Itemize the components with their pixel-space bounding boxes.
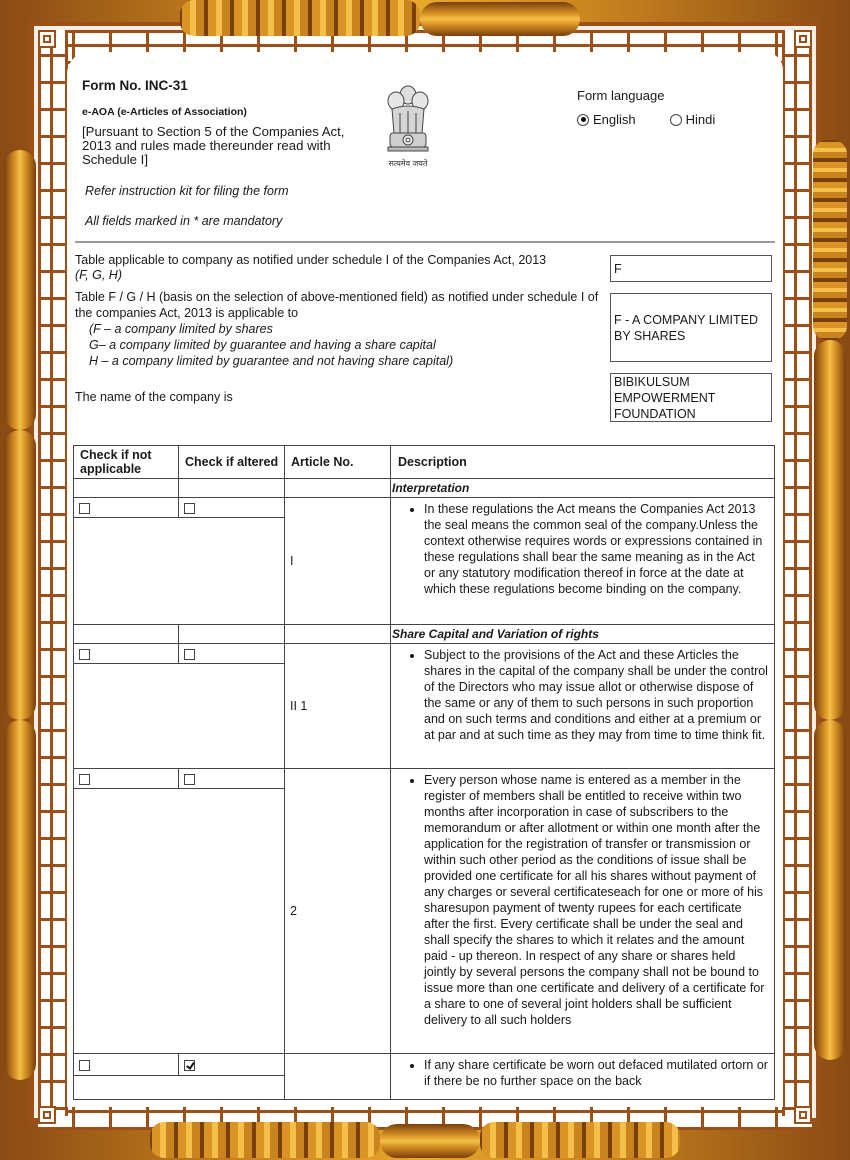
empty-cell bbox=[285, 479, 391, 498]
altered-cell bbox=[179, 498, 285, 518]
language-option-english[interactable] bbox=[577, 112, 636, 127]
empty-cell bbox=[74, 518, 285, 625]
not-applicable-checkbox[interactable] bbox=[79, 649, 90, 660]
frame-baluster-bottom bbox=[480, 1122, 680, 1158]
frame-baluster-right bbox=[814, 720, 846, 1060]
corner-ornament-icon bbox=[794, 30, 812, 48]
not-applicable-cell bbox=[74, 769, 179, 789]
corner-ornament-icon bbox=[38, 1106, 56, 1124]
table-applicable-hint: (F, G, H) bbox=[75, 268, 122, 282]
empty-cell bbox=[179, 479, 285, 498]
form-language-label: Form language bbox=[577, 88, 665, 103]
altered-cell bbox=[179, 1054, 285, 1076]
article-number bbox=[285, 1054, 391, 1100]
table-fgh-option: H – a company limited by guarantee and not having share capital) bbox=[89, 354, 454, 368]
frame-baluster-left bbox=[4, 720, 36, 1080]
table-row bbox=[74, 769, 775, 789]
table-fgh-option: G– a company limited by guarantee and having a share capital bbox=[89, 338, 436, 352]
altered-checkbox[interactable] bbox=[184, 774, 195, 785]
articles-table bbox=[73, 445, 775, 1100]
table-applicable-field[interactable]: F bbox=[610, 255, 772, 282]
corner-ornament-icon bbox=[38, 30, 56, 48]
frame-baluster-top bbox=[420, 2, 580, 36]
form-title: Form No. INC-31 bbox=[82, 78, 188, 93]
empty-cell bbox=[74, 789, 285, 1054]
not-applicable-cell bbox=[74, 1054, 179, 1076]
form-subtitle: e-AOA (e-Articles of Association) bbox=[82, 106, 247, 118]
altered-cell bbox=[179, 644, 285, 664]
table-fgh-option: (F – a company limited by shares bbox=[89, 322, 273, 336]
frame-baluster-left bbox=[4, 150, 36, 430]
section-row bbox=[74, 625, 775, 644]
not-applicable-checkbox[interactable] bbox=[79, 1060, 90, 1071]
form-pursuant-note: [Pursuant to Section 5 of the Companies Act, 2013 and rules made thereunder read with Schedule I] bbox=[82, 124, 345, 167]
table-fgh-field[interactable]: F - A COMPANY LIMITED BY SHARES bbox=[610, 293, 772, 362]
article-description-text: • If any share certificate be worn out defaced mutilated ortorn or if there be no further space on the back bbox=[424, 1057, 768, 1089]
language-option-hindi[interactable] bbox=[670, 112, 716, 127]
altered-checkbox-checked[interactable] bbox=[184, 1060, 195, 1071]
radio-selected-icon[interactable] bbox=[577, 114, 589, 126]
table-fgh-label: Table F / G / H (basis on the selection of above-mentioned field) as notified under schedule I of the companies Act, 2013 is applicable to bbox=[75, 290, 599, 320]
altered-checkbox[interactable] bbox=[184, 503, 195, 514]
mandatory-fields-note: All fields marked in * are mandatory bbox=[85, 214, 283, 228]
header-divider bbox=[75, 241, 775, 243]
table-row bbox=[74, 498, 775, 518]
column-header-not-applicable: Check if not applicable bbox=[74, 446, 179, 479]
table-row bbox=[74, 644, 775, 664]
empty-cell bbox=[285, 625, 391, 644]
altered-checkbox[interactable] bbox=[184, 649, 195, 660]
not-applicable-checkbox[interactable] bbox=[79, 774, 90, 785]
language-option-label: Hindi bbox=[685, 112, 716, 127]
article-description bbox=[391, 498, 775, 625]
column-header-description: Description bbox=[391, 446, 775, 479]
frame-baluster-bottom bbox=[150, 1122, 380, 1158]
not-applicable-cell bbox=[74, 644, 179, 664]
frame-baluster-right bbox=[813, 140, 847, 340]
form-paper bbox=[67, 52, 783, 1107]
article-number: 2 bbox=[285, 769, 391, 1054]
frame-brick-right bbox=[782, 30, 812, 1116]
table-header-row bbox=[74, 446, 775, 479]
frame-baluster-top bbox=[180, 0, 420, 36]
empty-cell bbox=[74, 1076, 285, 1100]
article-description-text: • Subject to the provisions of the Act and these Articles the shares in the capital of the company shall be under the control of the Directors who may issue allot or otherwise dispose of the same or any of them to such persons in such proportion and on such terms and conditions and either at a premium or at par and at such time as they may from time to time think fit. bbox=[424, 647, 768, 743]
emblem-motto: सत्यमेव जयते bbox=[388, 159, 428, 168]
instruction-kit-note: Refer instruction kit for filing the form bbox=[85, 184, 289, 198]
radio-unselected-icon[interactable] bbox=[670, 114, 682, 126]
article-number: II 1 bbox=[285, 644, 391, 769]
corner-ornament-icon bbox=[794, 1106, 812, 1124]
table-fgh-question bbox=[75, 289, 605, 369]
article-description-text: • In these regulations the Act means the Companies Act 2013 the seal means the common seal of the company.Unless the context otherwise requires words or expressions contained in these regulations shall bear the same meaning as in the Act or any statutory modification thereof in force at the date at which these regulations become binding on the company. bbox=[424, 501, 768, 597]
table-applicable-label: Table applicable to company as notified under schedule I of the Companies Act, 2013 bbox=[75, 253, 547, 267]
altered-cell bbox=[179, 769, 285, 789]
company-name-label: The name of the company is bbox=[75, 390, 233, 404]
column-header-altered: Check if altered bbox=[179, 446, 285, 479]
frame-baluster-left bbox=[4, 430, 36, 720]
frame-baluster-bottom bbox=[380, 1124, 480, 1158]
table-row bbox=[74, 1054, 775, 1076]
empty-cell bbox=[74, 625, 179, 644]
language-option-label: English bbox=[593, 112, 636, 127]
section-row bbox=[74, 479, 775, 498]
section-title: Share Capital and Variation of rights bbox=[391, 625, 775, 644]
frame-baluster-right bbox=[814, 340, 846, 720]
empty-cell bbox=[74, 479, 179, 498]
article-number: I bbox=[285, 498, 391, 625]
article-description-text: • Every person whose name is entered as a member in the register of members shall be entitled to receive within two months after incorporation in case of subscribers to the memorandum or after allotment or within one month after the application for the registration of transfer or transmission or within such other period as the conditions of issue shall be provided one certificate for all his shares without payment of any charges or several certificateseach for one or more of his sharesupon payment of twenty rupees for each certificate after the first. Every certificate shall be under the seal and shall specify the shares to which it relates and the amount paid - up thereon. In respect of any share or shares held jointly by several persons the company shall not be bound to issue more than one certificate and delivery of a certificate for a share to one of several joint holders shall be sufficient delivery to all such holders bbox=[424, 772, 768, 1028]
frame-brick-left bbox=[38, 30, 68, 1116]
article-description bbox=[391, 1054, 775, 1100]
article-description bbox=[391, 769, 775, 1054]
not-applicable-cell bbox=[74, 498, 179, 518]
section-title: Interpretation bbox=[391, 479, 775, 498]
empty-cell bbox=[179, 625, 285, 644]
article-description bbox=[391, 644, 775, 769]
form-language-radio-group bbox=[577, 112, 749, 127]
company-name-field[interactable]: BIBIKULSUM EMPOWERMENT FOUNDATION bbox=[610, 373, 772, 422]
table-applicable-question bbox=[75, 253, 605, 283]
not-applicable-checkbox[interactable] bbox=[79, 503, 90, 514]
empty-cell bbox=[74, 664, 285, 769]
column-header-article-no: Article No. bbox=[285, 446, 391, 479]
